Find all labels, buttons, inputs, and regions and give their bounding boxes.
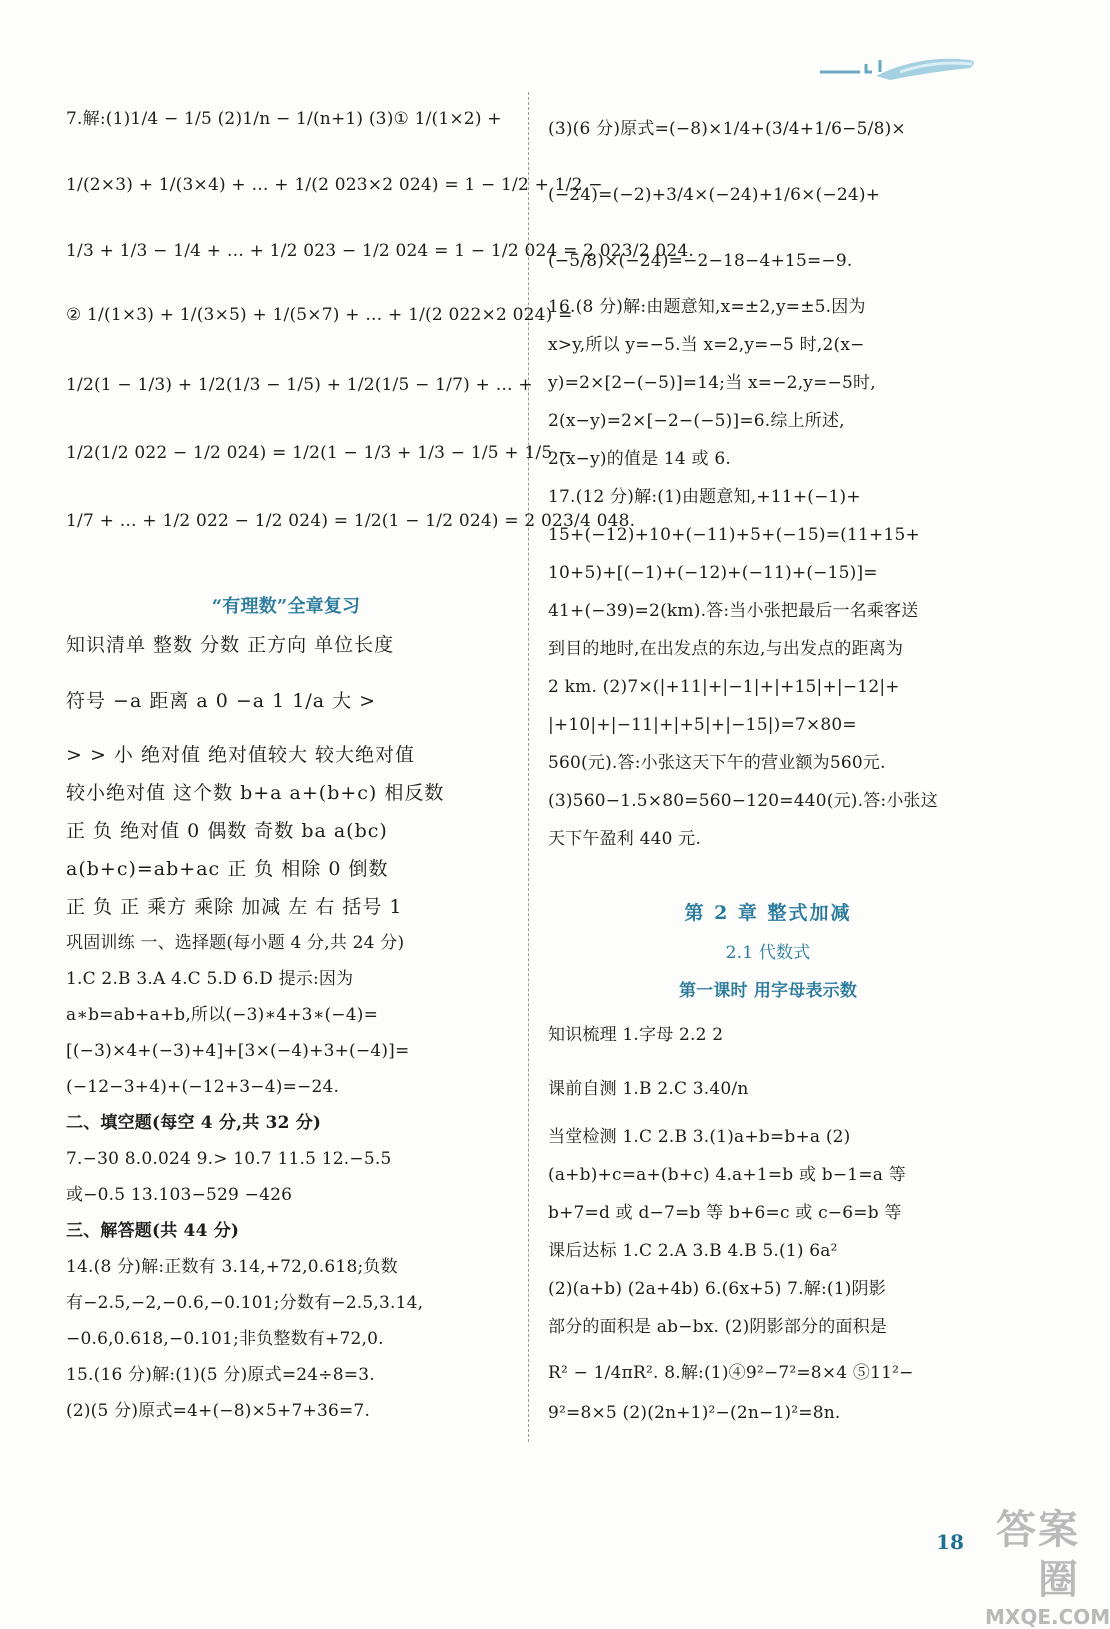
page-number: 18 [936, 1530, 964, 1554]
exercise-line: 部分的面积是 ab−bx. (2)阴影部分的面积是 [548, 1317, 888, 1337]
answer-line: 2(x−y)的值是 14 或 6. [548, 449, 731, 469]
lesson-title: 第一课时 用字母表示数 [678, 981, 858, 1001]
answer-line: (3)560−1.5×80=560−120=440(元).答:小张这 [548, 791, 938, 811]
answer-line: x>y,所以 y=−5.当 x=2,y=−5 时,2(x− [548, 335, 865, 355]
practice-heading: 三、解答题(共 44 分) [66, 1221, 240, 1241]
practice-line: 7.−30 8.0.024 9.> 10.7 11.5 12.−5.5 [66, 1149, 392, 1169]
right-column [548, 95, 988, 1423]
column-divider [528, 92, 529, 1442]
answer-line: 16.(8 分)解:由题意知,x=±2,y=±5.因为 [548, 297, 866, 317]
practice-line: 巩固训练 一、选择题(每小题 4 分,共 24 分) [66, 933, 405, 953]
exercise-line: R² − 1/4πR². 8.解:(1)④9²−7²=8×4 ⑤11²− [548, 1363, 914, 1383]
practice-line: 有−2.5,−2,−0.6,−0.101;分数有−2.5,3.14, [66, 1293, 424, 1313]
answer-line: 1/2(1 − 1/3) + 1/2(1/3 − 1/5) + 1/2(1/5 − 1/7) + … + [66, 375, 533, 395]
section-title: 2.1 代数式 [725, 943, 811, 963]
review-title: “有理数”全章复习 [211, 596, 361, 617]
exercise-line: 课前自测 1.B 2.C 3.40/n [548, 1079, 749, 1099]
answer-line: |+10|+|−11|+|+5|+|−15|)=7×80= [548, 715, 857, 735]
review-line: 正 负 正 乘方 乘除 加减 左 右 括号 1 [66, 896, 403, 918]
practice-line: (2)(5 分)原式=4+(−8)×5+7+36=7. [66, 1401, 371, 1421]
answer-line: 到目的地时,在出发点的东边,与出发点的距离为 [548, 639, 904, 659]
watermark-top-text: 答案圈 [996, 1507, 1080, 1603]
answer-line: 41+(−39)=2(km).答:当小张把最后一名乘客送 [548, 601, 919, 621]
answer-line: 15+(−12)+10+(−11)+5+(−15)=(11+15+ [548, 525, 920, 545]
practice-line: −0.6,0.618,−0.101;非负整数有+72,0. [66, 1329, 384, 1349]
review-line: 符号 −a 距离 a 0 −a 1 1/a 大 > [66, 690, 377, 712]
exercise-line: 9²=8×5 (2)(2n+1)²−(2n−1)²=8n. [548, 1403, 841, 1423]
review-line: > > 小 绝对值 绝对值较大 较大绝对值 [66, 744, 416, 766]
answer-line: 2 km. (2)7×(|+11|+|−1|+|+15|+|−12|+ [548, 677, 900, 697]
practice-line: 15.(16 分)解:(1)(5 分)原式=24÷8=3. [66, 1365, 375, 1385]
exercise-line: (a+b)+c=a+(b+c) 4.a+1=b 或 b−1=a 等 [548, 1165, 906, 1185]
practice-line: 14.(8 分)解:正数有 3.14,+72,0.618;负数 [66, 1257, 398, 1277]
exercise-line: 课后达标 1.C 2.A 3.B 4.B 5.(1) 6a² [548, 1241, 838, 1261]
practice-line: (−12−3+4)+(−12+3−4)=−24. [66, 1077, 340, 1097]
answer-line: (−5/8)×(−24)=−2−18−4+15=−9. [548, 251, 853, 271]
answer-line: ② 1/(1×3) + 1/(3×5) + 1/(5×7) + … + 1/(2 022×2 024) = [66, 305, 573, 325]
answer-line: 天下午盈利 440 元. [548, 829, 702, 849]
exercise-line: b+7=d 或 d−7=b 等 b+6=c 或 c−6=b 等 [548, 1203, 902, 1223]
review-line: 知识清单 整数 分数 正方向 单位长度 [66, 634, 395, 656]
answer-line: y)=2×[2−(−5)]=14;当 x=−2,y=−5时, [548, 373, 876, 393]
review-line: 正 负 绝对值 0 偶数 奇数 ba a(bc) [66, 820, 388, 842]
exercise-line: 当堂检测 1.C 2.B 3.(1)a+b=b+a (2) [548, 1127, 851, 1147]
watermark-logo [985, 1505, 1110, 1629]
practice-line: [(−3)×4+(−3)+4]+[3×(−4)+3+(−4)]= [66, 1041, 410, 1061]
exercise-line: 知识梳理 1.字母 2.2 2 [548, 1025, 724, 1045]
answer-line: 1/7 + … + 1/2 022 − 1/2 024) = 1/2(1 − 1/2 024) = 2 023/4 048. [66, 511, 636, 531]
answer-line: 7.解:(1)1/4 − 1/5 (2)1/n − 1/(n+1) (3)① 1/(1×2) + [66, 109, 502, 129]
practice-heading: 二、填空题(每空 4 分,共 32 分) [66, 1113, 322, 1133]
watermark-bottom-text: MXQE.COM [985, 1605, 1110, 1629]
review-line: 较小绝对值 这个数 b+a a+(b+c) 相反数 [66, 782, 445, 804]
answer-line: 1/2(1/2 022 − 1/2 024) = 1/2(1 − 1/3 + 1/3 − 1/5 + 1/5 − [66, 443, 573, 463]
practice-line: a∗b=ab+a+b,所以(−3)∗4+3∗(−4)= [66, 1005, 379, 1025]
practice-line: 或−0.5 13.103−529 −426 [66, 1185, 293, 1205]
answer-line: (−24)=(−2)+3/4×(−24)+1/6×(−24)+ [548, 185, 881, 205]
review-line: a(b+c)=ab+ac 正 负 相除 0 倒数 [66, 858, 389, 880]
chapter-title: 第 2 章 整式加减 [684, 902, 852, 924]
answer-line: 17.(12 分)解:(1)由题意知,+11+(−1)+ [548, 487, 861, 507]
answer-line: 10+5)+[(−1)+(−12)+(−11)+(−15)]= [548, 563, 878, 583]
answer-line: 1/3 + 1/3 − 1/4 + … + 1/2 023 − 1/2 024 = 1 − 1/2 024 = 2 023/2 024. [66, 241, 695, 261]
answer-line: 1/(2×3) + 1/(3×4) + … + 1/(2 023×2 024) = 1 − 1/2 + 1/2 − [66, 175, 603, 195]
answer-line: 2(x−y)=2×[−2−(−5)]=6.综上所述, [548, 411, 845, 431]
practice-line: 1.C 2.B 3.A 4.C 5.D 6.D 提示:因为 [66, 969, 354, 989]
answer-line: (3)(6 分)原式=(−8)×1/4+(3/4+1/6−5/8)× [548, 119, 906, 139]
header-decoration [820, 46, 980, 86]
exercise-line: (2)(a+b) (2a+4b) 6.(6x+5) 7.解:(1)阴影 [548, 1279, 886, 1299]
answer-line: 560(元).答:小张这天下午的营业额为560元. [548, 753, 886, 773]
